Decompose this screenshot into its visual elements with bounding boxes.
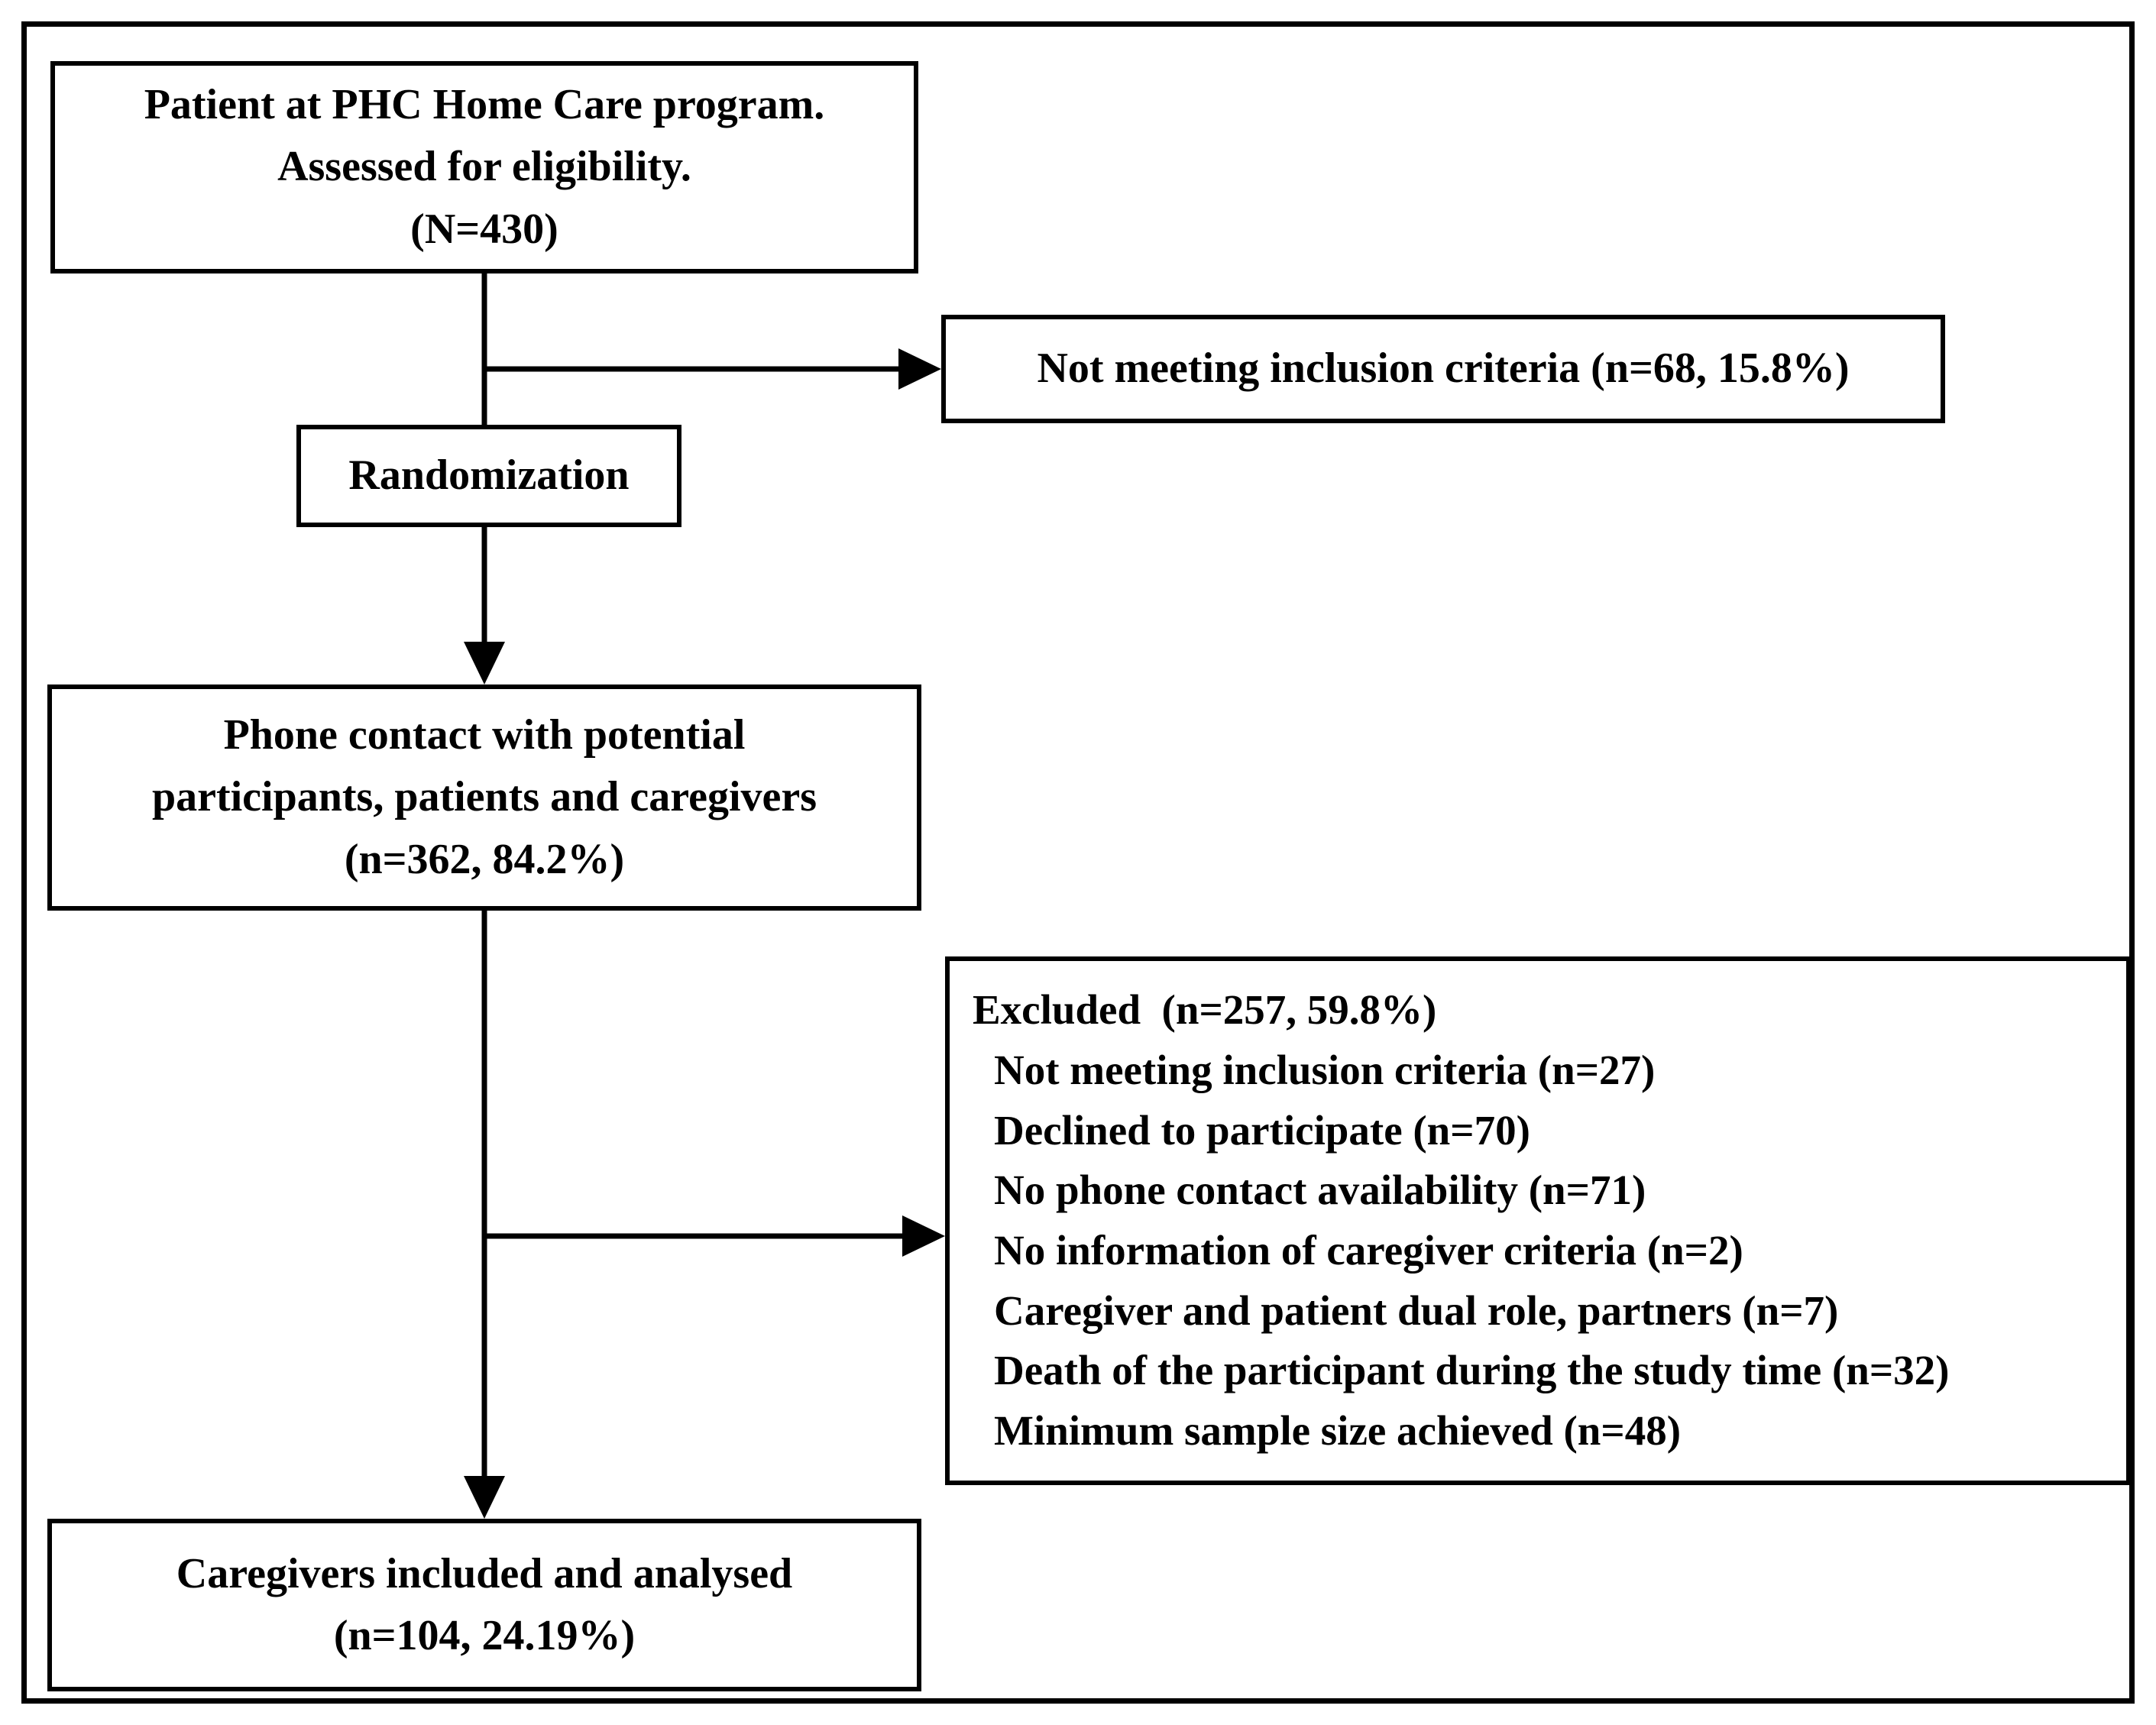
excluded-item-1: Not meeting inclusion criteria (n=27) [994, 1047, 1656, 1094]
phone-contact-line-1: Phone contact with potential [223, 711, 746, 759]
included-analysed-box [47, 1519, 921, 1691]
not-meeting-criteria-box [941, 315, 1945, 423]
phone-contact-box [47, 684, 921, 911]
eligibility-line-1: Patient at PHC Home Care program. [144, 81, 825, 129]
not-meeting-criteria-label: Not meeting inclusion criteria (n=68, 15.8%) [1037, 345, 1850, 393]
randomization-box [296, 425, 681, 527]
included-count: (n=104, 24.19%) [333, 1612, 636, 1659]
eligibility-line-2: Assessed for eligibility. [277, 143, 691, 191]
arrow-to-excluded-box [484, 1215, 945, 1257]
excluded-item-6: Death of the participant during the study time (n=32) [994, 1347, 1950, 1394]
eligibility-box [50, 61, 918, 273]
excluded-item-2: Declined to participate (n=70) [994, 1106, 1530, 1154]
excluded-item-3: No phone contact availability (n=71) [994, 1167, 1646, 1214]
randomization-label: Randomization [348, 451, 630, 500]
excluded-item-4: No information of caregiver criteria (n=2) [994, 1227, 1743, 1274]
excluded-box [945, 956, 2131, 1485]
excluded-item-5: Caregiver and patient dual role, partners (n=7) [994, 1286, 1839, 1334]
eligibility-count: (N=430) [410, 205, 558, 253]
excluded-header: Excluded (n=257, 59.8%) [973, 986, 1437, 1034]
included-line-1: Caregivers included and analysed [176, 1549, 793, 1597]
arrow-to-not-meeting-box [484, 348, 941, 390]
phone-contact-count: (n=362, 84.2%) [344, 835, 625, 883]
phone-contact-line-2: participants, patients and caregivers [151, 773, 817, 821]
arrow-randomization-to-phone-contact [464, 527, 505, 684]
line-phone-contact-to-included [464, 911, 505, 1519]
excluded-item-7: Minimum sample size achieved (n=48) [994, 1406, 1682, 1454]
